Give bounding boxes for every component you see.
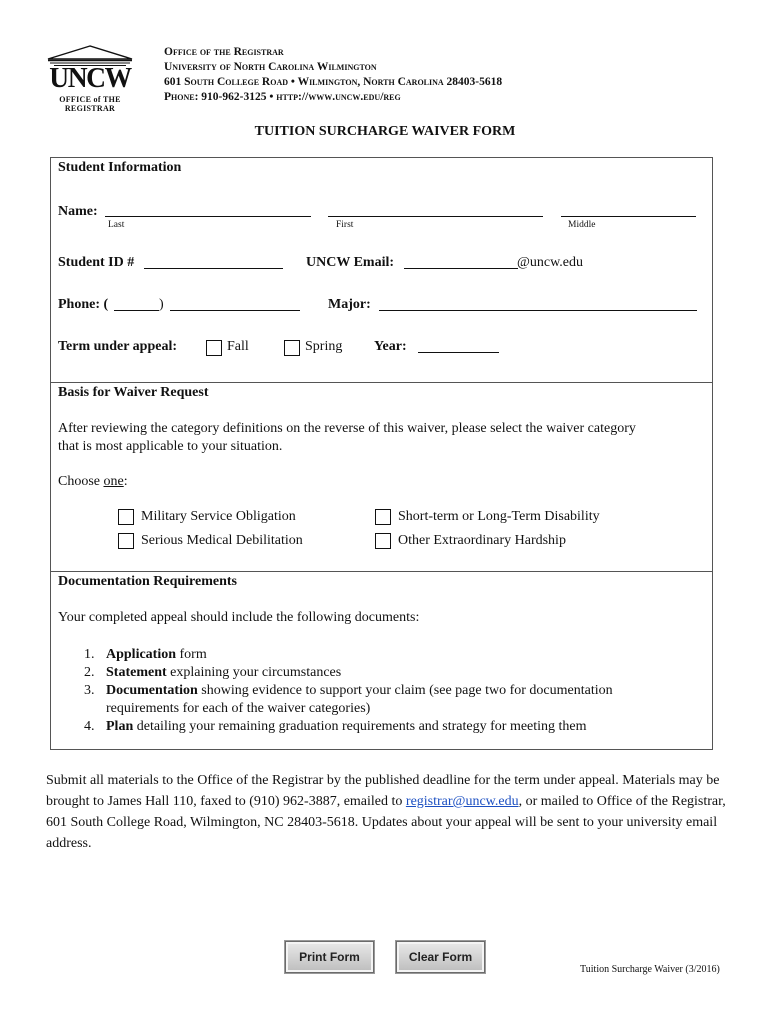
- spring-checkbox[interactable]: [284, 340, 300, 356]
- item-text: requirements for each of the waiver categories): [106, 701, 371, 716]
- list-item: [58, 646, 708, 664]
- fall-checkbox[interactable]: [206, 340, 222, 356]
- spring-label: Spring: [305, 339, 343, 354]
- basis-instructions: [58, 420, 708, 456]
- section-divider: [50, 382, 713, 383]
- phone-paren-close: ): [159, 297, 164, 312]
- last-name-caption: Last: [108, 220, 125, 230]
- item-text: showing evidence to support your claim (see page two for documentation: [197, 683, 613, 698]
- registrar-email-link[interactable]: registrar@uncw.edu: [405, 794, 519, 809]
- submission-text: Submit all materials to the Office of the Registrar by the published deadline for the term under appeal. Materials may be brought to James Hall 110, faxed to (910) 962-3887, emailed to: [46, 773, 720, 809]
- uncw-logo: [44, 45, 136, 113]
- middle-name-caption: Middle: [568, 220, 596, 230]
- year-field[interactable]: [418, 352, 499, 353]
- documentation-intro: Your completed appeal should include the following documents:: [58, 610, 420, 625]
- email-domain: @uncw.edu: [517, 255, 584, 270]
- form-version-note: Tuition Surcharge Waiver (3/2016): [580, 964, 720, 975]
- basis-instructions-line: that is most applicable to your situation.: [58, 439, 283, 454]
- list-item: [58, 682, 708, 718]
- choose-suffix: :: [123, 474, 128, 489]
- item-text: explaining your circumstances: [166, 665, 342, 680]
- email-label: UNCW Email:: [306, 255, 395, 270]
- list-number: 4.: [84, 719, 95, 734]
- list-number: 3.: [84, 683, 95, 698]
- first-name-field[interactable]: [328, 216, 543, 217]
- clear-form-button[interactable]: Clear Form: [396, 941, 485, 973]
- choose-emphasis: one: [103, 474, 124, 489]
- medical-debilitation-checkbox[interactable]: [118, 533, 134, 549]
- print-form-button[interactable]: Print Form: [285, 941, 374, 973]
- email-field[interactable]: [404, 268, 518, 269]
- submission-text: , or mailed to Office of the Registrar, 601 South College Road, Wilmington, NC 28403-5618. Updates about your appeal will be sent to your university email address.: [46, 794, 726, 851]
- military-service-checkbox[interactable]: [118, 509, 134, 525]
- extraordinary-hardship-checkbox[interactable]: [375, 533, 391, 549]
- list-item: [58, 664, 708, 682]
- logo-wordmark: UNCW: [49, 62, 131, 94]
- disability-label: Short-term or Long-Term Disability: [398, 509, 600, 524]
- street-address: 601 South College Road • Wilmington, North Carolina 28403-5618: [164, 76, 503, 88]
- registrar-address-block: [164, 45, 502, 105]
- name-label: Name:: [58, 204, 98, 219]
- item-keyword: Application: [106, 647, 177, 662]
- section-divider: [50, 571, 713, 572]
- year-label: Year:: [374, 339, 407, 354]
- phone-number-field[interactable]: [170, 310, 300, 311]
- logo-subtext: OFFICE of THE REGISTRAR: [59, 95, 121, 113]
- phone-and-url: Phone: 910-962-3125 • http://www.uncw.edu/reg: [164, 91, 401, 103]
- list-number: 1.: [84, 647, 95, 662]
- term-label: Term under appeal:: [58, 339, 178, 354]
- university-name: University of North Carolina Wilmington: [164, 61, 377, 73]
- list-item: [58, 718, 708, 736]
- item-text: detailing your remaining graduation requirements and strategy for meeting them: [133, 719, 587, 734]
- documentation-heading: Documentation Requirements: [58, 574, 238, 589]
- student-id-label: Student ID #: [58, 255, 135, 270]
- choose-prefix: Choose: [58, 474, 104, 489]
- phone-label: Phone: (: [58, 297, 109, 312]
- item-keyword: Plan: [106, 719, 134, 734]
- student-id-field[interactable]: [144, 268, 283, 269]
- disability-checkbox[interactable]: [375, 509, 391, 525]
- middle-name-field[interactable]: [561, 216, 696, 217]
- basis-instructions-line: After reviewing the category definitions on the reverse of this waiver, please select the waiver category: [58, 421, 636, 436]
- major-field[interactable]: [379, 310, 697, 311]
- medical-debilitation-label: Serious Medical Debilitation: [141, 533, 303, 548]
- form-title: TUITION SURCHARGE WAIVER FORM: [254, 124, 516, 139]
- military-service-label: Military Service Obligation: [141, 509, 296, 524]
- item-keyword: Statement: [106, 665, 167, 680]
- fall-label: Fall: [227, 339, 249, 354]
- item-keyword: Documentation: [106, 683, 198, 698]
- extraordinary-hardship-label: Other Extraordinary Hardship: [398, 533, 566, 548]
- first-name-caption: First: [336, 220, 354, 230]
- documentation-list: [58, 646, 708, 736]
- submission-instructions: [46, 770, 736, 854]
- student-info-heading: Student Information: [58, 160, 182, 175]
- list-number: 2.: [84, 665, 95, 680]
- basis-heading: Basis for Waiver Request: [58, 385, 209, 400]
- office-name: Office of the Registrar: [164, 46, 284, 58]
- item-text: form: [176, 647, 207, 662]
- major-label: Major:: [328, 297, 371, 312]
- last-name-field[interactable]: [105, 216, 311, 217]
- phone-area-code-field[interactable]: [114, 310, 159, 311]
- choose-one-text: [58, 474, 128, 490]
